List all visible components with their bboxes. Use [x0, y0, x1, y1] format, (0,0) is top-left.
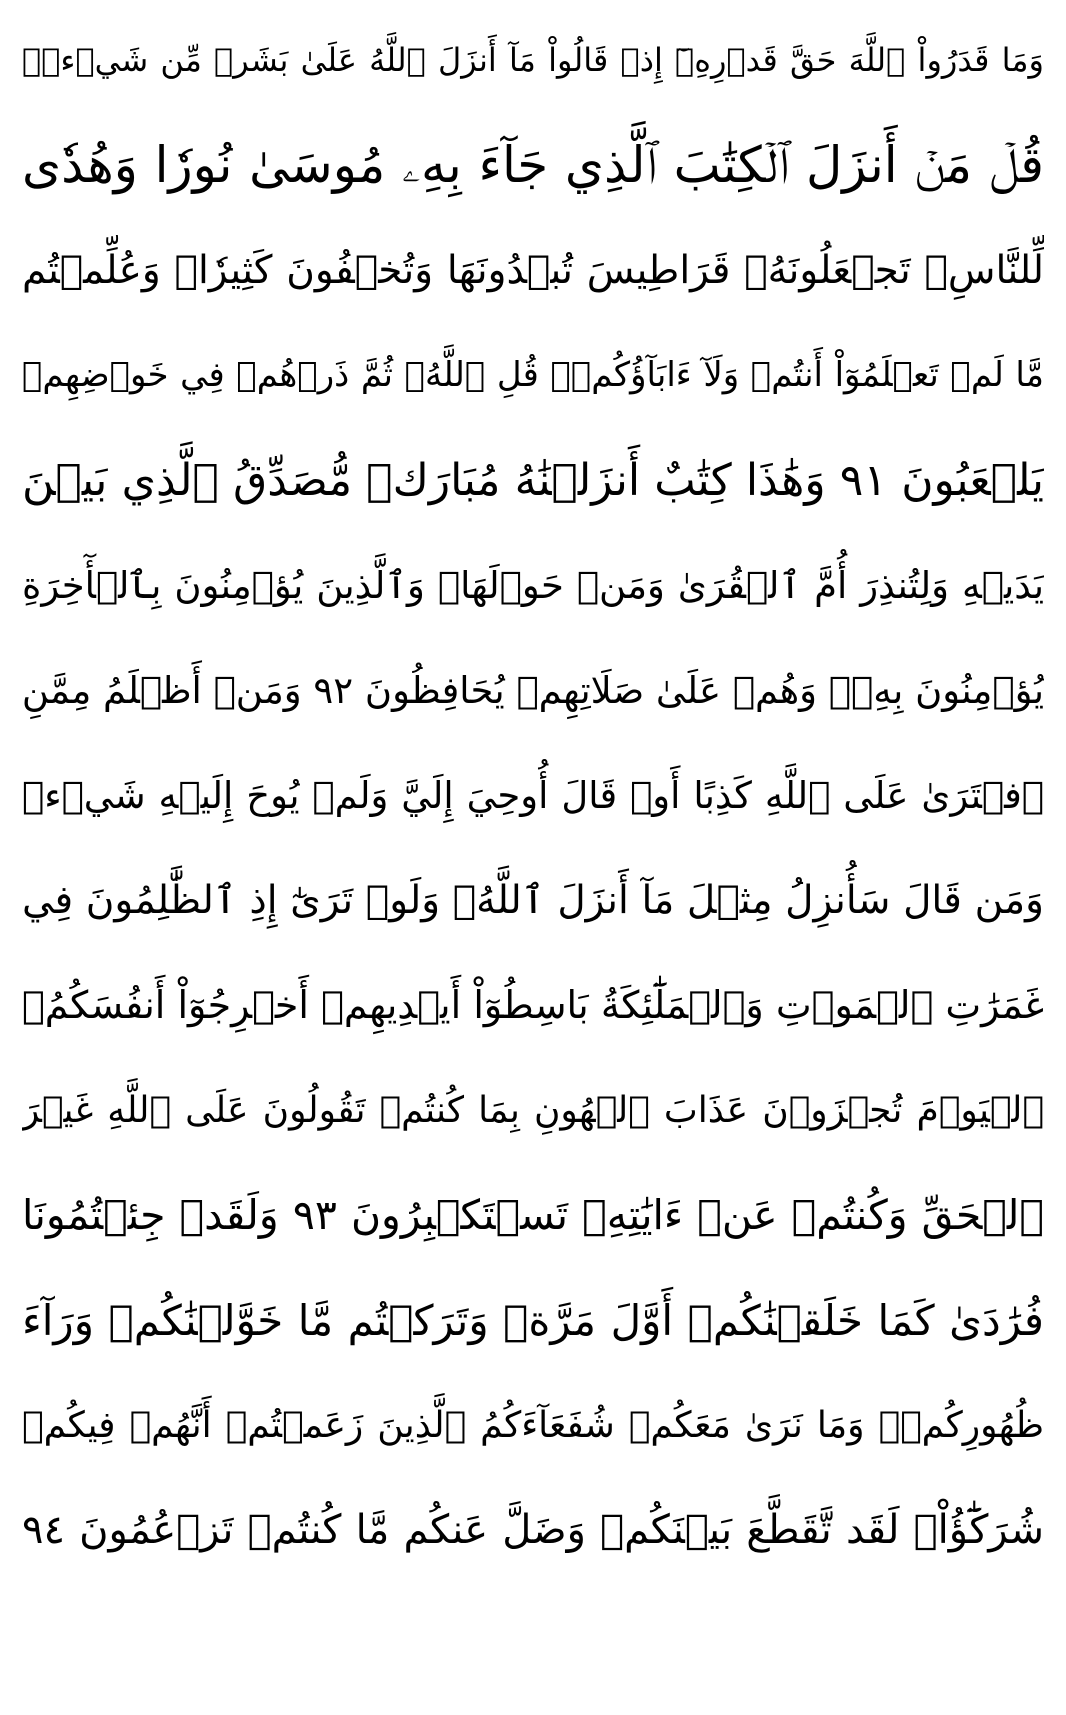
text-line-3: لِّلنَّاسِۖ تَجۡعَلُونَهُۥ قَرَاطِيسَ تُبۡدُونَهَا وَتُخۡفُونَ كَثِيرٗاۖ وَعُلِّمۡتُم	[22, 248, 1044, 293]
text-line-14: ظُهُورِكُمۡۖ وَمَا نَرَىٰ مَعَكُمۡ شُفَعَآءَكُمُ ٱلَّذِينَ زَعَمۡتُمۡ أَنَّهُمۡ فِيكُمۡ	[22, 1405, 1044, 1446]
text-line-7: يُؤۡمِنُونَ بِهِۦۖ وَهُمۡ عَلَىٰ صَلَاتِهِمۡ يُحَافِظُونَ ٩٢ وَمَنۡ أَظۡلَمُ مِمَّنِ	[22, 669, 1044, 712]
text-line-15: شُرَكَٰٓؤُاْۚ لَقَد تَّقَطَّعَ بَيۡنَكُمۡ وَضَلَّ عَنكُم مَّا كُنتُمۡ تَزۡعُمُونَ ٩٤	[22, 1507, 1044, 1553]
text-line-2: قُلۡ مَنۡ أَنزَلَ ٱلۡكِتَٰبَ ٱلَّذِي جَآءَ بِهِۦ مُوسَىٰ نُورٗا وَهُدٗى	[22, 136, 1044, 194]
text-line-8: ٱفۡتَرَىٰ عَلَى ٱللَّهِ كَذِبًا أَوۡ قَالَ أُوحِيَ إِلَيَّ وَلَمۡ يُوحَ إِلَيۡهِ شَيۡءٞ	[22, 774, 1044, 817]
text-line-4: مَّا لَمۡ تَعۡلَمُوٓاْ أَنتُمۡ وَلَآ ءَابَآؤُكُمۡۖ قُلِ ٱللَّهُۖ ثُمَّ ذَرۡهُمۡ فِي خَوۡضِهِمۡ	[22, 355, 1044, 395]
text-line-13: فُرَٰدَىٰ كَمَا خَلَقۡنَٰكُمۡ أَوَّلَ مَرَّةٖ وَتَرَكۡتُم مَّا خَوَّلۡنَٰكُمۡ وَرَآءَ	[22, 1296, 1044, 1345]
text-line-11: ٱلۡيَوۡمَ تُجۡزَوۡنَ عَذَابَ ٱلۡهُونِ بِمَا كُنتُمۡ تَقُولُونَ عَلَى ٱللَّهِ غَيۡرَ	[22, 1090, 1044, 1131]
text-line-1: وَمَا قَدَرُواْ ٱللَّهَ حَقَّ قَدۡرِهِۦٓ إِذۡ قَالُواْ مَآ أَنزَلَ ٱللَّهُ عَلَىٰ بَشَرٖ مِّن شَيۡءٖۗ	[22, 41, 1044, 79]
text-line-10: غَمَرَٰتِ ٱلۡمَوۡتِ وَٱلۡمَلَٰٓئِكَةُ بَاسِطُوٓاْ أَيۡدِيهِمۡ أَخۡرِجُوٓاْ أَنفُسَكُمُۖ	[22, 983, 1044, 1027]
text-line-6: يَدَيۡهِ وَلِتُنذِرَ أُمَّ ٱلۡقُرَىٰ وَمَنۡ حَوۡلَهَاۚ وَٱلَّذِينَ يُؤۡمِنُونَ بِٱلۡأٓخِرَةِ	[22, 564, 1044, 607]
text-line-12: ٱلۡحَقِّ وَكُنتُمۡ عَنۡ ءَايَٰتِهِۦ تَسۡتَكۡبِرُونَ ٩٣ وَلَقَدۡ جِئۡتُمُونَا	[22, 1191, 1044, 1239]
text-line-9: وَمَن قَالَ سَأُنزِلُ مِثۡلَ مَآ أَنزَلَ ٱللَّهُۗ وَلَوۡ تَرَىٰٓ إِذِ ٱلظَّٰلِمُونَ فِي	[22, 878, 1044, 923]
text-line-5: يَلۡعَبُونَ ٩١ وَهَٰذَا كِتَٰبٌ أَنزَلۡنَٰهُ مُبَارَكٞ مُّصَدِّقُ ٱلَّذِي بَيۡنَ	[22, 455, 1044, 506]
